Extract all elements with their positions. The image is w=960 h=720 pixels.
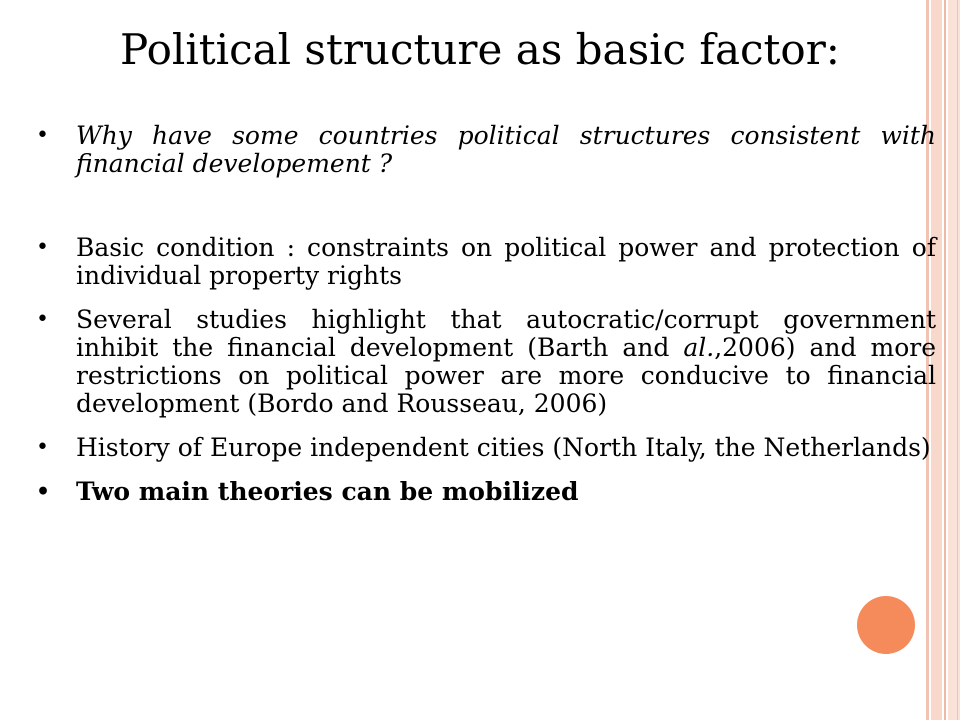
bullet-item bbox=[36, 122, 936, 178]
decorative-stripe bbox=[948, 0, 960, 720]
bullet-text: Two main theories can be mobilized bbox=[76, 477, 579, 506]
accent-circle bbox=[857, 596, 915, 654]
bullet-item bbox=[36, 306, 936, 418]
bullet-list bbox=[36, 122, 936, 506]
decorative-stripe bbox=[944, 0, 946, 720]
bullet-text-italic: al. bbox=[683, 333, 715, 362]
bullet-dot-icon: • bbox=[36, 123, 49, 148]
bullet-text: Basic condition : constraints on political power and protection of individual property rights bbox=[76, 233, 936, 290]
bullet-text: History of Europe independent cities (North Italy, the Netherlands) bbox=[76, 433, 931, 462]
bullet-item bbox=[36, 478, 936, 506]
decorative-stripe bbox=[957, 0, 958, 720]
bullet-item bbox=[36, 234, 936, 290]
bullet-text-part: ,2006) and more restrictions on political power are more conducive to financial development (Bordo and Rousseau, 2006) bbox=[76, 333, 936, 418]
bullet-dot-icon: • bbox=[36, 235, 49, 260]
bullet-text: Why have some countries political structures consistent with financial developement ? bbox=[76, 121, 936, 178]
bullet-dot-icon: • bbox=[36, 479, 51, 505]
bullet-item bbox=[36, 434, 936, 462]
slide-title: Political structure as basic factor: bbox=[120, 25, 840, 74]
bullet-dot-icon: • bbox=[36, 435, 49, 460]
bullet-dot-icon: • bbox=[36, 307, 49, 332]
bullet-text-part: Several studies highlight that autocratic/corrupt government inhibit the financial development (Barth and bbox=[76, 305, 936, 362]
